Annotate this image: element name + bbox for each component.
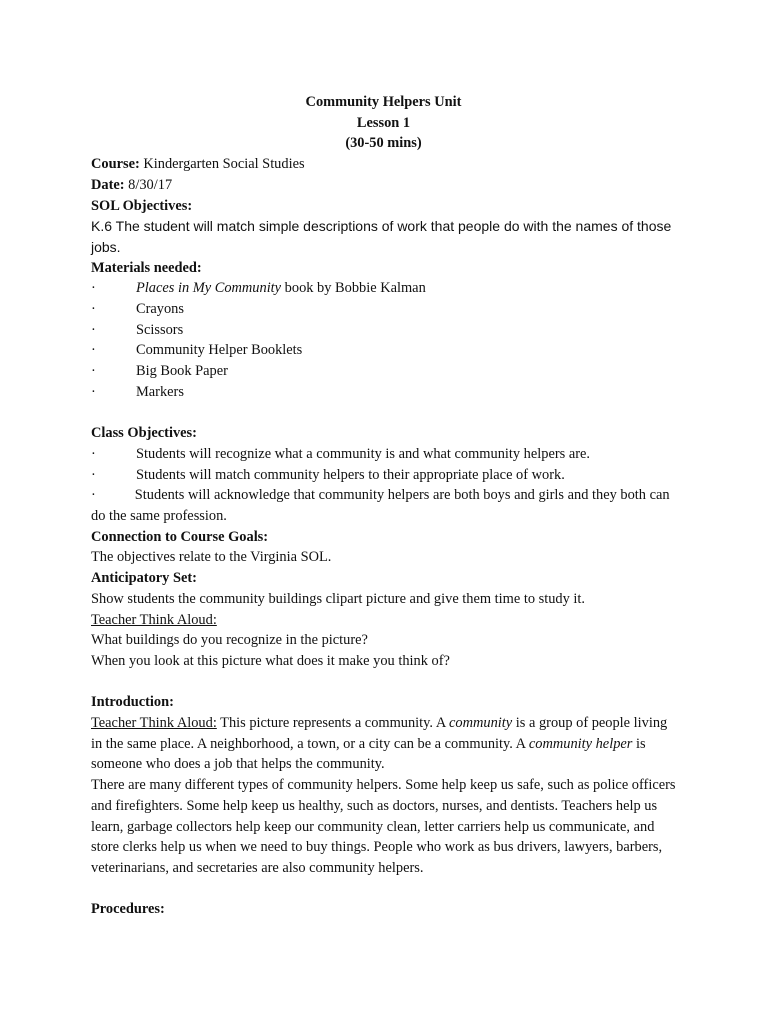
book-title: Places in My Community bbox=[136, 280, 282, 297]
spacer bbox=[91, 403, 676, 424]
objective-text: Students will match community helpers to their appropriate place of work. bbox=[136, 466, 565, 483]
date-label: Date: bbox=[91, 176, 125, 193]
materials-heading bbox=[91, 258, 676, 279]
objective-text: Students will recognize what a community is and what community helpers are. bbox=[136, 445, 590, 462]
think-aloud-label-text: Teacher Think Aloud: bbox=[91, 611, 217, 628]
procedures-heading-text: Procedures: bbox=[91, 901, 165, 918]
think-aloud-question: What buildings do you recognize in the picture? bbox=[91, 632, 368, 649]
sol-heading-text: SOL Objectives: bbox=[91, 197, 193, 214]
class-objectives-heading bbox=[91, 423, 676, 444]
bullet-glyph: · bbox=[91, 383, 96, 400]
bullet-glyph: · bbox=[91, 487, 96, 504]
intro-emphasis: community helper bbox=[528, 735, 633, 752]
materials-item bbox=[91, 382, 676, 403]
materials-item-text: Big Book Paper bbox=[136, 363, 228, 380]
spacer bbox=[91, 672, 676, 693]
materials-item bbox=[91, 320, 676, 341]
intro-text: is someone who does a job that helps the community. bbox=[91, 735, 646, 773]
bullet-glyph: · bbox=[91, 280, 96, 297]
materials-item bbox=[91, 299, 676, 320]
materials-item bbox=[91, 278, 676, 299]
lesson-number: Lesson 1 bbox=[356, 114, 411, 131]
materials-item bbox=[91, 340, 676, 361]
course-label: Course: bbox=[91, 156, 140, 173]
class-objectives-heading-text: Class Objectives: bbox=[91, 425, 197, 442]
bullet-glyph: · bbox=[91, 445, 96, 462]
materials-item-text: Community Helper Booklets bbox=[136, 342, 303, 359]
intro-think-aloud-label: Teacher Think Aloud: bbox=[91, 715, 217, 732]
bullet-glyph: · bbox=[91, 321, 96, 338]
introduction-heading-text: Introduction: bbox=[91, 694, 174, 711]
introduction-paragraph-1 bbox=[91, 713, 676, 775]
objective-item bbox=[91, 485, 676, 526]
anticipatory-heading bbox=[91, 568, 676, 589]
connection-heading-text: Connection to Course Goals: bbox=[91, 528, 269, 545]
book-author: book by Bobbie Kalman bbox=[281, 280, 426, 297]
bullet-glyph: · bbox=[91, 301, 96, 318]
bullet-glyph: · bbox=[91, 363, 96, 380]
think-aloud-question: When you look at this picture what does it make you think of? bbox=[91, 652, 450, 669]
think-aloud-label bbox=[91, 610, 676, 631]
date-line bbox=[91, 175, 676, 196]
lesson-duration: (30-50 mins) bbox=[345, 135, 422, 152]
procedures-heading bbox=[91, 899, 676, 920]
intro-text: This picture represents a community. A bbox=[216, 715, 450, 732]
introduction-heading bbox=[91, 692, 676, 713]
connection-heading bbox=[91, 527, 676, 548]
unit-title: Community Helpers Unit bbox=[305, 94, 462, 110]
objective-item bbox=[91, 444, 676, 465]
course-value: Kindergarten Social Studies bbox=[139, 156, 305, 173]
sol-text: K.6 The student will match simple descriptions of work that people do with the names of those jobs. bbox=[91, 218, 672, 255]
lesson-plan bbox=[91, 92, 676, 920]
materials-item-text: Markers bbox=[136, 383, 184, 400]
anticipatory-heading-text: Anticipatory Set: bbox=[91, 570, 197, 587]
bullet-glyph: · bbox=[91, 466, 96, 483]
materials-item bbox=[91, 361, 676, 382]
introduction-paragraph-2: There are many different types of community helpers. Some help keep us safe, such as police officers and firefighters. Some help keep us healthy, such as doctors, nurses, and dentists. Teachers help us learn, garbage collectors help keep our community clean, letter carriers help us communicate, and store clerks help us when we need to buy things. People who work as bus drivers, lawyers, barbers, veterinarians, and secretaries are also community helpers. bbox=[91, 777, 676, 876]
intro-text: is a group of people living in the same place. A neighborhood, a town, or a city can be a community. A bbox=[91, 715, 668, 752]
spacer bbox=[91, 879, 676, 900]
sol-heading bbox=[91, 196, 676, 217]
course-line bbox=[91, 154, 676, 175]
materials-heading-text: Materials needed: bbox=[91, 259, 202, 276]
materials-item-text: Scissors bbox=[136, 321, 184, 338]
intro-emphasis: community bbox=[449, 715, 513, 732]
objective-item bbox=[91, 465, 676, 486]
date-value: 8/30/17 bbox=[124, 176, 173, 193]
materials-item-text: Crayons bbox=[136, 301, 184, 318]
anticipatory-text: Show students the community buildings clipart picture and give them time to study it. bbox=[91, 590, 586, 607]
connection-text: The objectives relate to the Virginia SOL. bbox=[91, 549, 332, 566]
objective-text: Students will acknowledge that community helpers are both boys and girls and they both can do the same profession. bbox=[91, 487, 670, 525]
bullet-glyph: · bbox=[91, 342, 96, 359]
